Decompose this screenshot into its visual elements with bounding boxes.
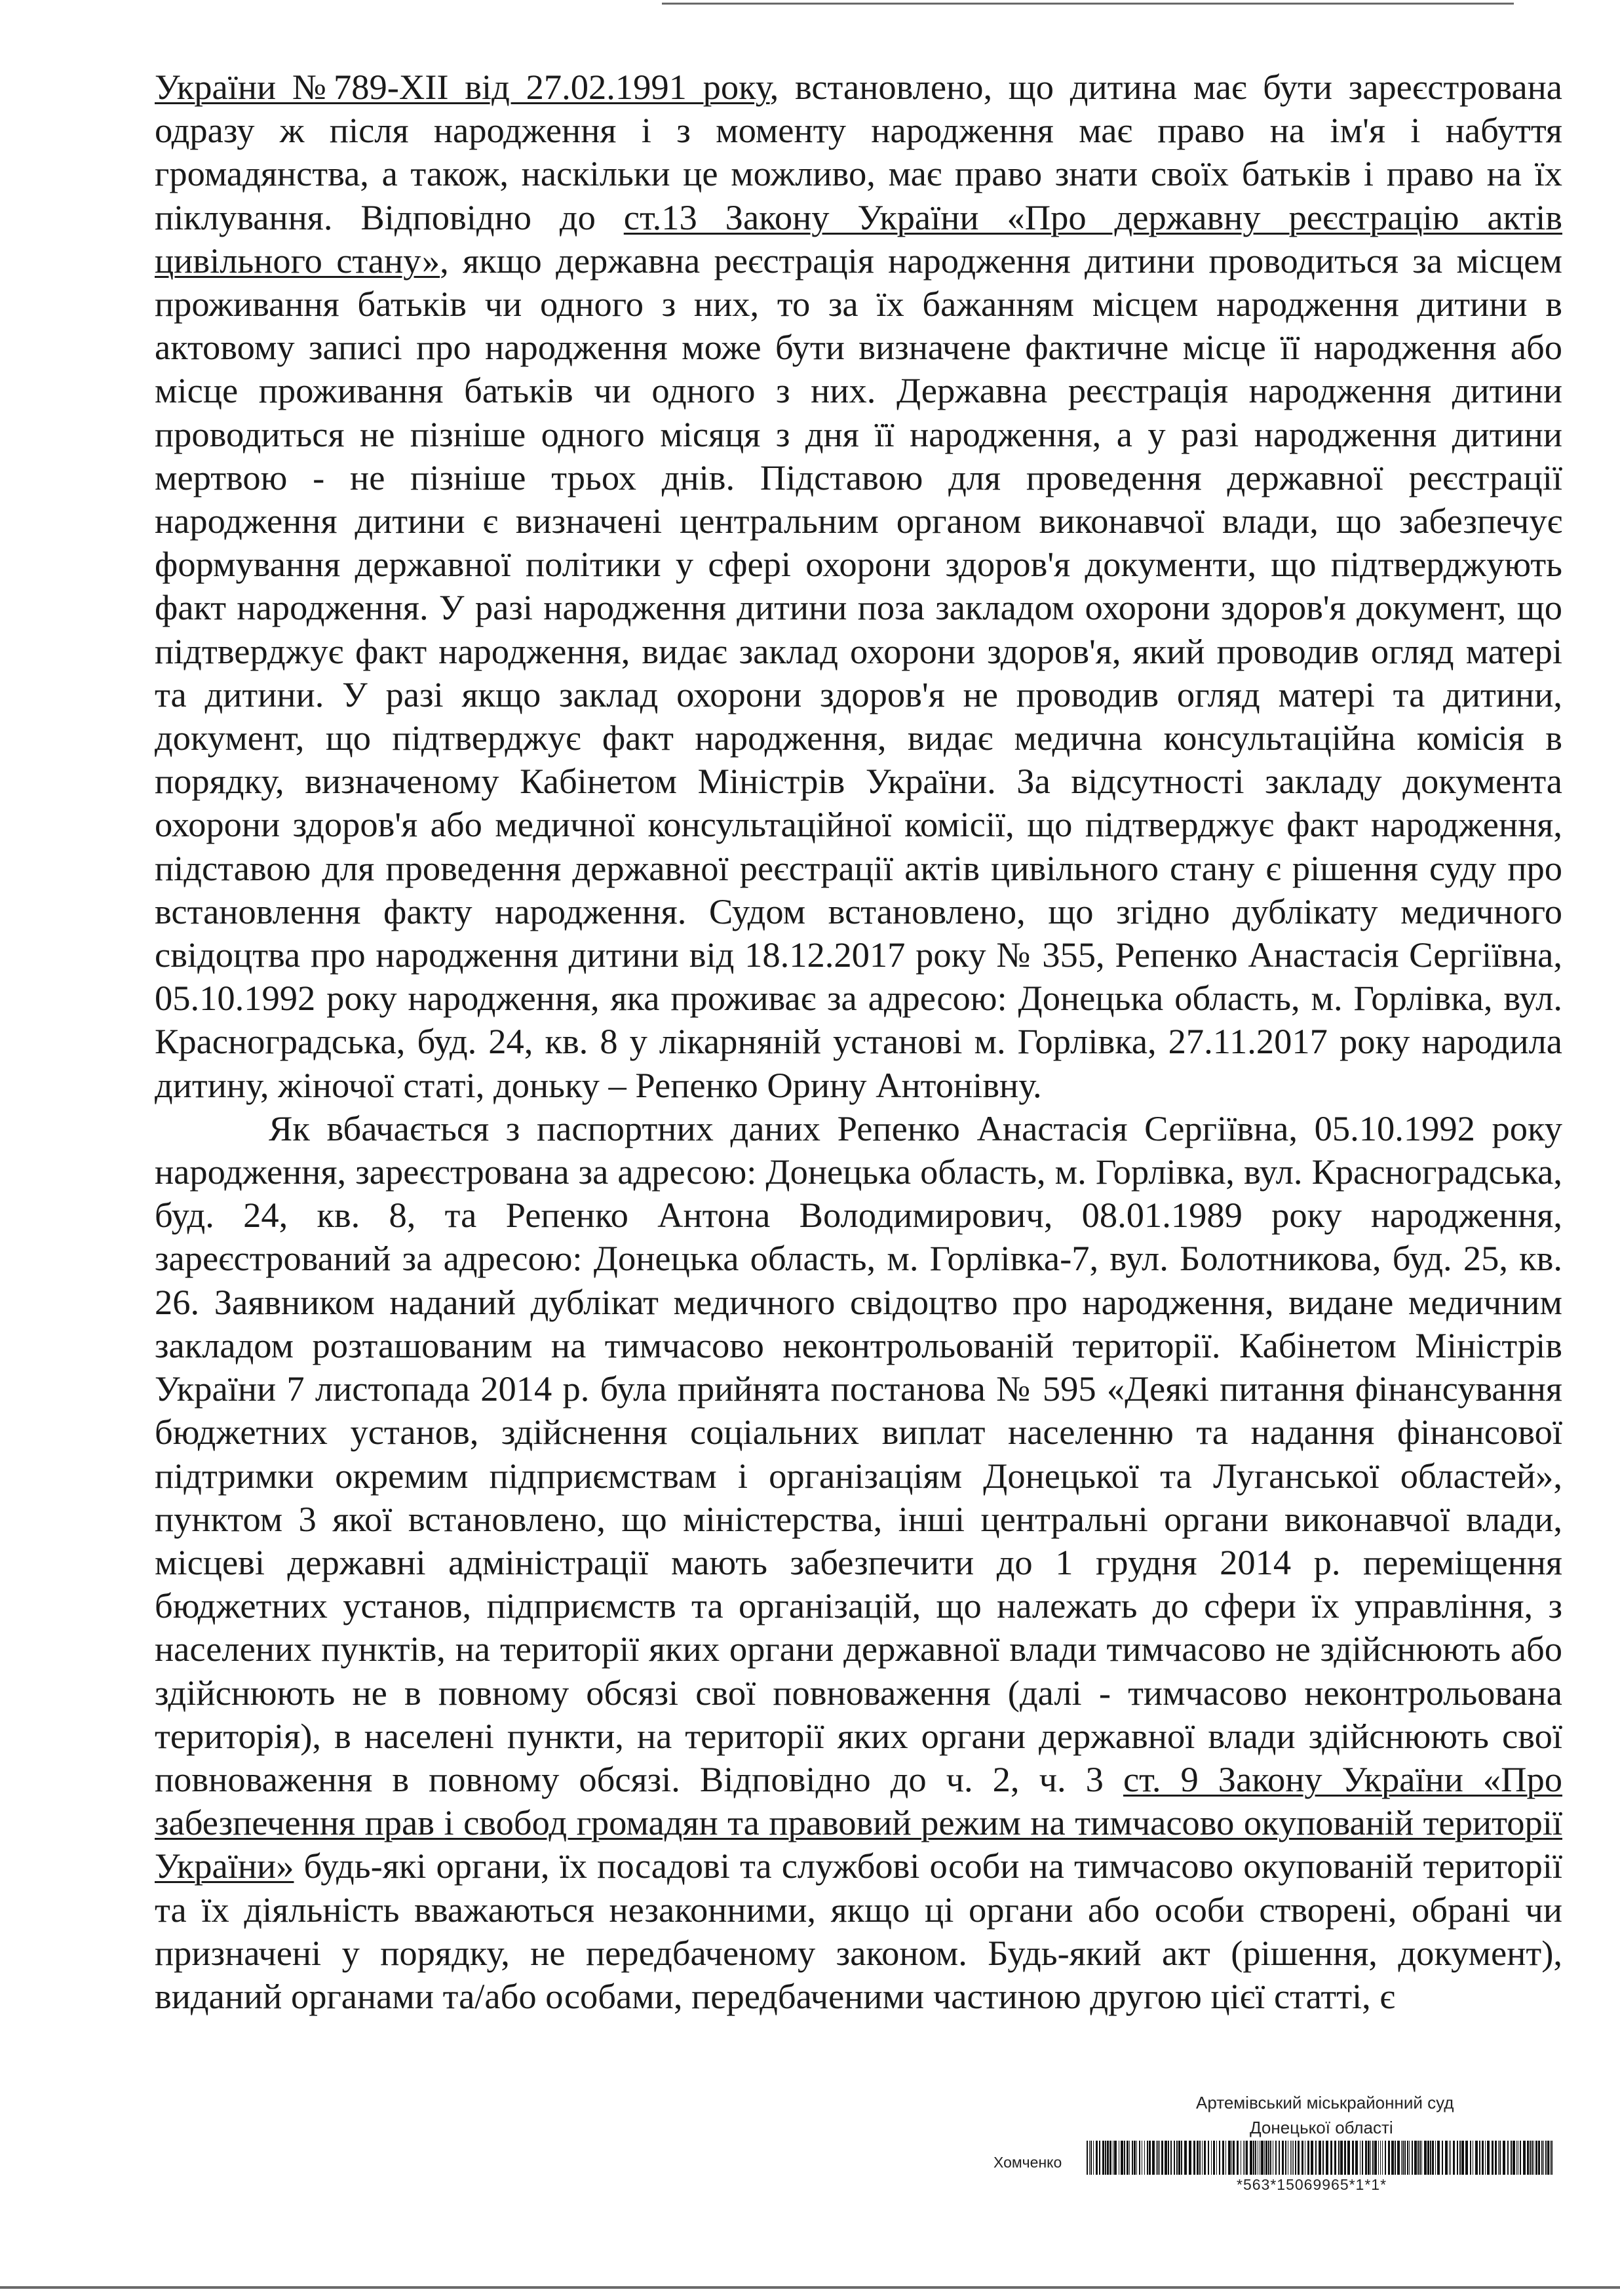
- text-segment: Як вбачається з паспортних даних Репенко Анастасія Сергіївна, 05.10.1992 року народження, зареєстрована за адресою: Донецька область, м. Горлівка, вул. Красноградська, буд. 24, кв. 8, та Репенко Антона Володимирович, 08.01.1989 року народження, зареєстрований за адресою: Донецька область, м. Горлівка-7, вул. Болотникова, буд. 25, кв. 26. Заявником наданий дублікат медичного свідоцтво про народження, видане медичним закладом розташованим на тимчасово неконтрольованій території. Кабінетом Міністрів України 7 листопада 2014 р. була прийнята постанова № 595 «Деякі питання фінансування бюджетних установ, здійснення соціальних виплат населенню та надання фінансової підтримки окремим підприємствам і організаціям Донецької та Луганської областей», пунктом 3 якої встановлено, що міністерства, інші центральні органи виконавчої влади, місцеві державні адміністрації мають забезпечити до 1 грудня 2014 р. переміщення бюджетних установ, підприємств та організацій, що належать до сфери їх управління, з населених пунктів, на території яких органи державної влади тимчасово не здійснюють або здійснюють не в повному обсязі свої повноваження (далі - тимчасово неконтрольована територія), в населені пункти, на території яких органи державної влади здійснюють свої повноваження в повному обсязі. Відповідно до ч. 2, ч. 3: [155, 1108, 1562, 1799]
- paragraph: [155, 66, 1562, 1107]
- bottom-scan-line: [0, 2286, 1620, 2289]
- barcode-number: *563*15069965*1*1*: [1237, 2176, 1387, 2193]
- paragraph: [155, 1107, 1562, 2018]
- top-scan-line: [662, 3, 1514, 5]
- clerk-name: Хомченко: [993, 2154, 1062, 2171]
- law-reference: України №789-XII від 27.02.1991 року: [155, 67, 770, 107]
- text-segment: будь-які органи, їх посадові та службові особи на тимчасово окупованій території та їх діяльність вважаються незаконними, якщо ці органи або особи створені, обрані чи призначені у порядку, не передбаченому законом. Будь-який акт (рішення, документ), виданий органами та/або особами, передбаченими частиною другою цієї статті, є: [155, 1846, 1562, 2016]
- law-reference: ст. 9 Закону України «Про забезпечення прав і свобод громадян та правовий режим на тимчасово окупованій території України»: [155, 1759, 1562, 1886]
- text-segment: , встановлено, що дитина має бути зареєстрована одразу ж після народження і з моменту народження має право на ім'я і набуття громадянства, а також, наскільки це можливо, має право знати своїх батьків і право на їх піклування. Відповідно до: [155, 67, 1562, 237]
- document-body: [155, 66, 1562, 2018]
- court-footer: [970, 2093, 1573, 2198]
- text-segment: , якщо державна реєстрація народження дитини проводиться за місцем проживання батьків чи одного з них, то за їх бажанням місцем народження дитини в актовому записі про народження може бути визначене фактичне місце її народження або місце проживання батьків чи одного з них. Державна реєстрація народження дитини проводиться не пізніше одного місяця з дня її народження, а у разі народження дитини мертвою - не пізніше трьох днів. Підставою для проведення державної реєстрації народження дитини є визначені центральним органом виконавчої влади, що забезпечує формування державної політики у сфері охорони здоров'я документи, що підтверджують факт народження. У разі народження дитини поза закладом охорони здоров'я документ, що підтверджує факт народження, видає заклад охорони здоров'я, який проводив огляд матері та дитини. У разі якщо заклад охорони здоров'я не проводив огляд матері та дитини, документ, що підтверджує факт народження, видає медична консультаційна комісія в порядку, визначеному Кабінетом Міністрів України. За відсутності закладу документа охорони здоров'я або медичної консультаційної комісії, що підтверджує факт народження, підставою для проведення державної реєстрації актів цивільного стану є рішення суду про встановлення факту народження. Судом встановлено, що згідно дублікату медичного свідоцтва про народження дитини від 18.12.2017 року № 355, Репенко Анастасія Сергіївна, 05.10.1992 року народження, яка проживає за адресою: Донецька область, м. Горлівка, вул. Красноградська, буд. 24, кв. 8 у лікарняній установі м. Горлівка, 27.11.2017 року народила дитину, жіночої статі, доньку – Репенко Орину Антонівну.: [155, 240, 1562, 1105]
- court-name: Артемівський міськрайонний суд: [1196, 2093, 1454, 2112]
- court-region: Донецької області: [1250, 2118, 1393, 2137]
- law-reference: ст.13 Закону України «Про державну реєстрацію актів цивільного стану»: [155, 197, 1562, 281]
- barcode-icon: [1087, 2141, 1553, 2175]
